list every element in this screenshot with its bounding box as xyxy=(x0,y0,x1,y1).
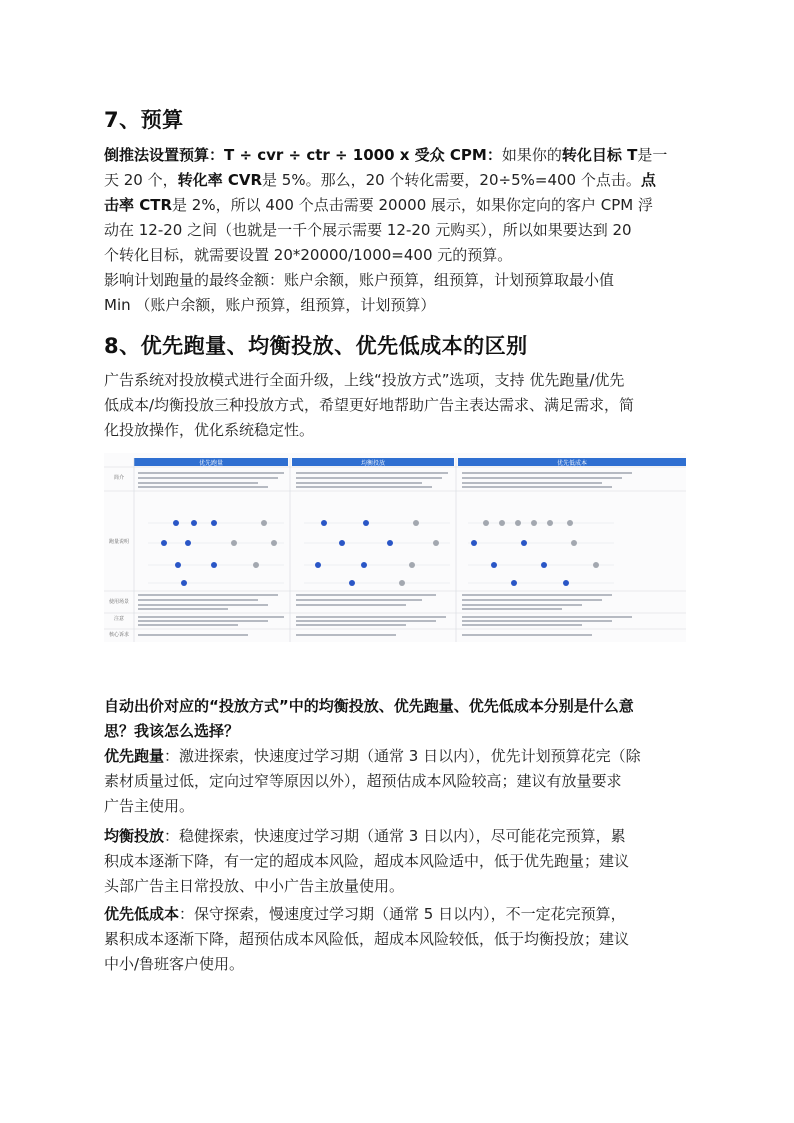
mode-label: 优先跑量 xyxy=(104,747,165,765)
bold-text: 转化率 CVR xyxy=(177,171,263,189)
text: 天 20 个， xyxy=(104,171,178,189)
para-line: 思？我该怎么选择？ xyxy=(104,722,240,740)
text: ：激进探索，快速度过学习期（通常 3 日以内），优先计划预算花完（除 xyxy=(164,747,641,765)
row-label: 使用场景 xyxy=(108,599,130,605)
para-line: 化投放操作，优化系统稳定性。 xyxy=(104,421,315,439)
para-line: 积成本逐渐下降，有一定的超成本风险，超成本风险适中，低于优先跑量；建议 xyxy=(104,852,630,870)
budget-formula-paragraph xyxy=(104,143,684,268)
para-line: Min （账户余额，账户预算，组预算，计划预算） xyxy=(104,296,436,314)
para-line xyxy=(104,902,684,927)
row-label: 跑量说明 xyxy=(108,539,130,545)
comparison-table-graphic xyxy=(104,453,686,642)
section-8-heading: 8、优先跑量、均衡投放、优先低成本的区别 xyxy=(104,334,528,358)
para-line: 中小/鲁班客户使用。 xyxy=(104,955,245,973)
text: 是一 xyxy=(637,146,668,164)
budget-min-paragraph xyxy=(104,268,684,318)
mode-item-low-cost xyxy=(104,902,684,977)
para-line xyxy=(104,824,684,849)
row-label: 核心诉求 xyxy=(108,632,130,638)
para-line: 个转化目标，就需要设置 20*20000/1000=400 元的预算。 xyxy=(104,246,513,264)
para-line: 动在 12-20 之间（也就是一千个展示需要 12-20 元购买），所以如果要达到 20 xyxy=(104,221,632,239)
mode-label: 均衡投放 xyxy=(104,827,165,845)
delivery-mode-intro xyxy=(104,368,684,443)
bold-text: 倒推法设置预算：T ÷ cvr ÷ ctr ÷ 1000 x 受众 CPM： xyxy=(104,146,502,164)
text: ：保守探索，慢速度过学习期（通常 5 日以内），不一定花完预算， xyxy=(179,905,626,923)
column-header: 均衡投放 xyxy=(360,460,386,467)
text: 是 5%。那么，20 个转化需要，20÷5%=400 个点击。 xyxy=(262,171,641,189)
para-line xyxy=(104,168,684,193)
para-line: 影响计划跑量的最终金额：账户余额，账户预算，组预算，计划预算取最小值 xyxy=(104,271,615,289)
column-header: 优先低成本 xyxy=(556,460,588,467)
bold-text: 转化目标 T xyxy=(561,146,638,164)
row-label: 注意 xyxy=(113,616,125,622)
selection-question xyxy=(104,694,684,744)
para-line: 低成本/均衡投放三种投放方式，希望更好地帮助广告主表达需求、满足需求，简 xyxy=(104,396,635,414)
text: ：稳健探索，快速度过学习期（通常 3 日以内），尽可能花完预算，累 xyxy=(164,827,626,845)
mode-item-priority-volume xyxy=(104,744,684,819)
para-line: 广告主使用。 xyxy=(104,797,195,815)
text: 是 2%，所以 400 个点击需要 20000 展示，如果你定向的客户 CPM 浮 xyxy=(172,196,653,214)
para-line: 累积成本逐渐下降，超预估成本风险低，超成本风险较低，低于均衡投放；建议 xyxy=(104,930,630,948)
para-line xyxy=(104,193,684,218)
mode-label: 优先低成本 xyxy=(104,905,180,923)
para-line: 素材质量过低，定向过窄等原因以外），超预估成本风险较高；建议有放量要求 xyxy=(104,772,622,790)
bold-text: 击率 CTR xyxy=(104,196,173,214)
para-line: 广告系统对投放模式进行全面升级，上线“投放方式”选项，支持 优先跑量/优先 xyxy=(104,371,625,389)
bold-text: 点 xyxy=(640,171,656,189)
column-header: 优先跑量 xyxy=(198,460,224,467)
para-line: 头部广告主日常投放、中小广告主放量使用。 xyxy=(104,877,405,895)
row-label: 简介 xyxy=(113,475,125,481)
mode-item-balanced xyxy=(104,824,684,899)
para-line xyxy=(104,744,684,769)
para-line: 自动出价对应的“投放方式”中的均衡投放、优先跑量、优先低成本分别是什么意 xyxy=(104,697,634,715)
para-line xyxy=(104,143,684,168)
delivery-mode-comparison-figure xyxy=(104,453,686,642)
text: 如果你的 xyxy=(501,146,562,164)
section-7-heading: 7、预算 xyxy=(104,108,184,132)
